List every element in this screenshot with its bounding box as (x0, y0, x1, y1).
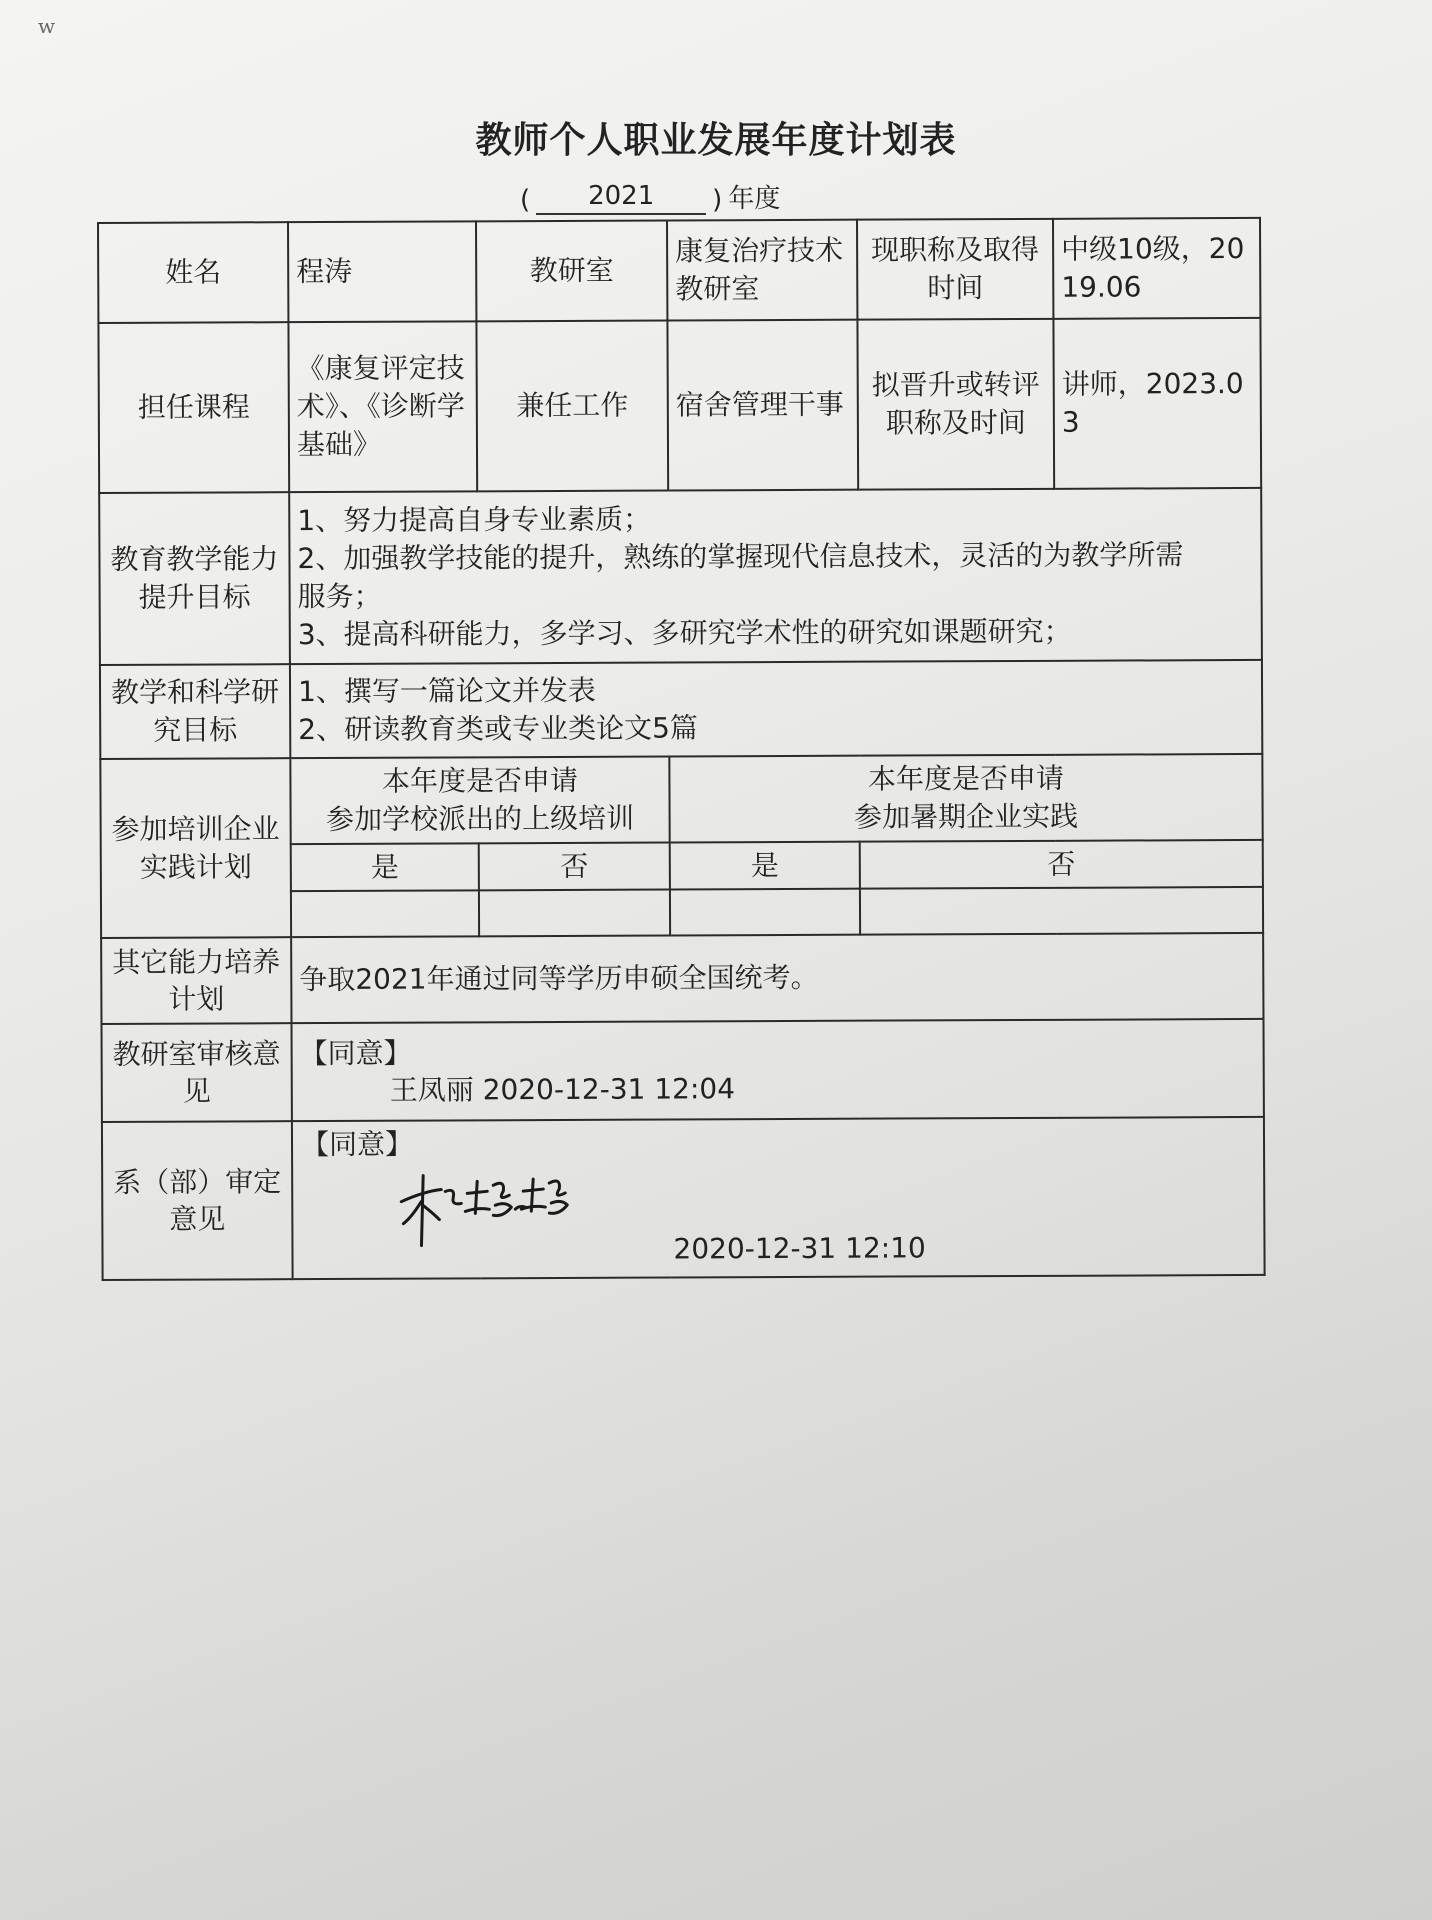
year-value: 2021 (536, 181, 706, 215)
goal-item: 服务； (297, 579, 382, 614)
teaching-goals-content (289, 488, 1262, 664)
row-approval (102, 1117, 1265, 1280)
name-value: 程涛 (288, 221, 476, 322)
research-item: 2、研读教育类或专业类论文5篇 (298, 711, 698, 747)
row-review (102, 1019, 1264, 1122)
current-title-label: 现职称及取得时间 (857, 219, 1053, 320)
plan-table (97, 217, 1266, 1281)
research-item: 1、撰写一篇论文并发表 (297, 674, 596, 709)
corner-mark: w (38, 14, 56, 38)
row-research-goals (100, 660, 1262, 759)
promotion-value: 讲师，2023.03 (1053, 318, 1261, 489)
school-training-yes-label: 是 (291, 843, 479, 892)
school-training-no-label: 否 (479, 842, 670, 891)
current-title-value: 中级10级，2019.06 (1053, 218, 1260, 319)
approval-opinion: 【同意】 (300, 1128, 414, 1162)
other-plans-label: 其它能力培养计划 (101, 938, 291, 1025)
school-training-yes-cell[interactable] (291, 891, 479, 938)
school-training-header: 本年度是否申请 参加学校派出的上级培训 (290, 757, 669, 844)
school-training-no-cell[interactable] (479, 890, 670, 937)
course-value: 《康复评定技术》、《诊断学基础》 (288, 321, 477, 492)
row-other-plans (101, 933, 1263, 1024)
dept-value: 康复治疗技术教研室 (667, 220, 857, 321)
row-teaching-goals (99, 488, 1262, 665)
name-label: 姓名 (98, 222, 288, 323)
summer-practice-yes-cell[interactable] (670, 889, 860, 936)
year-suffix: 年度 (728, 184, 781, 214)
research-goals-label: 教学和科学研究目标 (100, 664, 290, 759)
research-goals-content (290, 660, 1262, 758)
summer-practice-yes-label: 是 (670, 841, 860, 890)
handwritten-signature (393, 1161, 583, 1252)
promotion-label: 拟晋升或转评职称及时间 (857, 319, 1054, 490)
review-signer: 王凤丽 2020-12-31 12:04 (389, 1072, 736, 1108)
row-courses (98, 318, 1261, 493)
goal-item: 2、加强教学技能的提升，熟练的掌握现代信息技术，灵活的为教学所需 (297, 538, 1184, 576)
other-plans-value: 争取2021年通过同等学历申硕全国统考。 (291, 933, 1263, 1023)
teaching-goals-label: 教育教学能力提升目标 (99, 492, 290, 665)
row-basic-info (98, 218, 1260, 323)
summer-practice-no-label: 否 (860, 840, 1263, 890)
review-label: 教研室审核意见 (102, 1024, 292, 1123)
goal-item: 3、提高科研能力，多学习、多研究学术性的研究如课题研究； (297, 614, 1072, 651)
year-close-paren: ) (712, 185, 723, 215)
duty-label: 兼任工作 (476, 321, 668, 492)
review-content (291, 1019, 1263, 1121)
approval-date: 2020-12-31 12:10 (673, 1231, 926, 1266)
course-label: 担任课程 (98, 322, 289, 493)
goal-item: 1、努力提高自身专业素质； (297, 502, 652, 538)
duty-value: 宿舍管理干事 (667, 320, 858, 491)
approval-label: 系（部）审定意见 (102, 1122, 293, 1281)
document-title: 教师个人职业发展年度计划表 (475, 120, 957, 161)
summer-practice-no-cell[interactable] (860, 887, 1263, 935)
review-opinion: 【同意】 (299, 1036, 412, 1070)
summer-practice-header: 本年度是否申请 参加暑期企业实践 (669, 754, 1262, 842)
row-training-headers (100, 754, 1262, 845)
year-line (520, 178, 780, 215)
approval-content (292, 1117, 1265, 1279)
year-open-paren: ( (520, 185, 531, 215)
training-label: 参加培训企业实践计划 (100, 758, 291, 938)
dept-label: 教研室 (476, 221, 667, 322)
